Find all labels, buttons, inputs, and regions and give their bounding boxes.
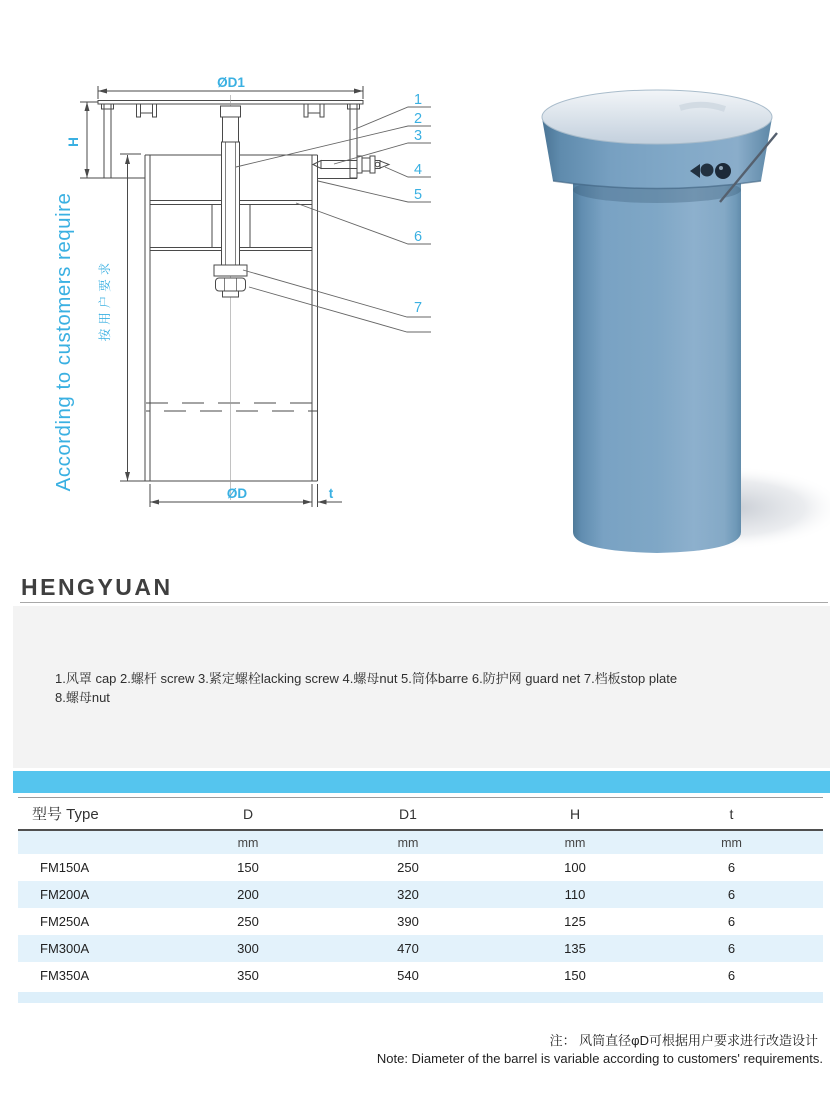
- cell-d: 300: [237, 941, 259, 956]
- cell-t: 6: [727, 941, 736, 956]
- product-photo: [480, 40, 830, 560]
- cell-h: 135: [564, 941, 586, 956]
- dim-t-label: t: [328, 486, 334, 501]
- unit-t: mm: [721, 835, 742, 850]
- cell-t: 6: [727, 887, 736, 902]
- screw-rod: [214, 95, 247, 500]
- cell-h: 150: [564, 968, 586, 983]
- vertical-note-english: According to customers require: [52, 192, 75, 492]
- cell-d: 350: [237, 968, 259, 983]
- cell-d1: 470: [397, 941, 419, 956]
- header-d1: D1: [399, 805, 417, 822]
- dim-h-label: H: [66, 137, 81, 147]
- callout-leaders: [236, 107, 431, 332]
- callout-1: 1: [414, 92, 423, 108]
- cell-d1: 390: [397, 914, 419, 929]
- parts-list-line2: 8.螺母nut: [55, 690, 110, 705]
- note-chinese: 注： 风筒直径φD可根据用户要求进行改造设计: [549, 1033, 818, 1048]
- dim-d-label: ØD: [226, 486, 248, 501]
- dim-length-lines: [120, 154, 141, 481]
- brand-rule: [20, 602, 828, 603]
- cell-type: FM200A: [40, 887, 90, 902]
- drawing-linework: [80, 86, 431, 507]
- header-d: D: [242, 805, 254, 822]
- table-row: [18, 908, 823, 935]
- brand-title: HENGYUAN: [21, 574, 173, 600]
- table-row: [18, 935, 823, 962]
- technical-drawing: [30, 20, 460, 565]
- cell-d1: 320: [397, 887, 419, 902]
- parts-list: [55, 669, 755, 707]
- barrel-outline: [120, 155, 318, 481]
- cell-t: 6: [727, 860, 736, 875]
- cell-d: 250: [237, 914, 259, 929]
- table-row: [18, 854, 823, 881]
- callout-4: 4: [414, 162, 423, 178]
- spec-table: [18, 797, 823, 989]
- callout-2: 2: [414, 111, 423, 127]
- cell-d: 150: [237, 860, 259, 875]
- locking-screw: [313, 156, 389, 173]
- table-row: [18, 962, 823, 989]
- photo-cap-top: [542, 90, 772, 144]
- cell-type: FM350A: [40, 968, 90, 983]
- cell-type: FM300A: [40, 941, 90, 956]
- table-row: [18, 881, 823, 908]
- cell-h: 110: [564, 887, 586, 902]
- callout-6: 6: [414, 229, 423, 245]
- header-h: H: [569, 805, 581, 822]
- header-t: t: [729, 805, 734, 822]
- unit-d: mm: [237, 835, 259, 850]
- table-units-row: [18, 831, 823, 854]
- unit-d1: mm: [397, 835, 419, 850]
- cell-t: 6: [727, 914, 736, 929]
- cell-h: 125: [564, 914, 586, 929]
- vertical-note-chinese: 按用户要求: [98, 258, 112, 342]
- cell-type: FM150A: [40, 860, 90, 875]
- cell-h: 100: [564, 860, 586, 875]
- dim-d1-label: ØD1: [217, 75, 245, 90]
- cell-d1: 540: [397, 968, 419, 983]
- dim-h-lines: [80, 102, 98, 178]
- callout-7: 7: [414, 300, 423, 316]
- table-footer-band: [18, 992, 823, 1003]
- cell-d: 200: [237, 887, 259, 902]
- accent-band: [13, 771, 830, 793]
- unit-h: mm: [564, 835, 586, 850]
- cell-t: 6: [727, 968, 736, 983]
- callout-3: 3: [414, 128, 423, 144]
- cell-d1: 250: [397, 860, 419, 875]
- callout-5: 5: [414, 187, 423, 203]
- parts-list-line1: 1.风罩 cap 2.螺杆 screw 3.紧定螺栓lacking screw 4.螺母nut 5.筒体barre 6.防护网 guard net 7.档板stop plate: [55, 671, 678, 686]
- note-english: Note: Diameter of the barrel is variable according to customers' requirements.: [376, 1051, 823, 1066]
- photo-barrel: [573, 180, 741, 553]
- header-type: 型号 Type: [32, 806, 99, 823]
- table-header-row: [18, 798, 823, 831]
- cell-type: FM250A: [40, 914, 90, 929]
